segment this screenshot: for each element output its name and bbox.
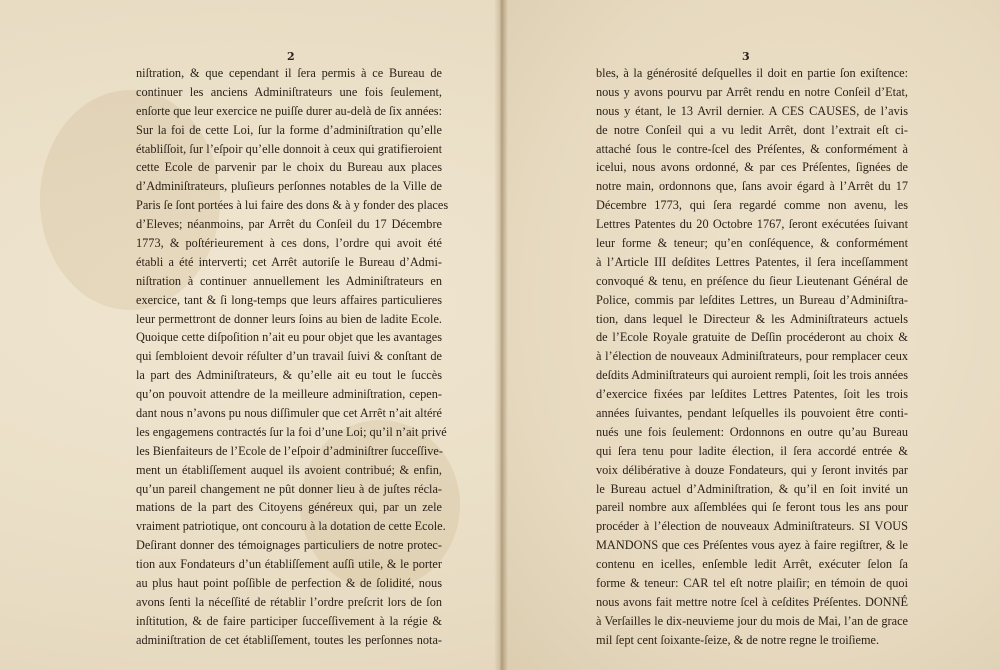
text-line: convoqué & tenu, en préſence du ſieur Lieutenant Général de: [596, 273, 908, 288]
text-line: voix délibérative à douze Fondateurs, qui y ſeront invités par: [596, 462, 908, 477]
text-line: à l’élection de nouveaux Adminiſtrateurs, pour remplacer ceux: [596, 349, 908, 364]
text-line: qui ſera tenu pour ladite élection, il ſera accordé entrée &: [596, 443, 908, 458]
text-line: les engagemens contractés ſur la foi d’une Loi; qu’il n’ait privé: [136, 424, 447, 439]
text-line: établi a été interverti; cet Arrêt autoriſe le Bureau d’Admi-: [136, 254, 442, 269]
text-line: la part des Adminiſtrateurs, & qu’elle ait eu tout le ſuccès: [136, 368, 442, 383]
text-line: d’Adminiſtrateurs, pluſieurs perſonnes notables de la Ville de: [136, 179, 442, 194]
text-line: le Bureau actuel d’Adminiſtration, & qu’il en ſoit invité un: [596, 481, 908, 496]
text-line: établiſſoit, ſur l’eſpoir qu’elle donnoit à ceux qui gratifieroient: [136, 141, 442, 156]
text-line: cette Ecole de parvenir par le choix du Bureau aux places: [136, 160, 442, 175]
text-line: à l’Article III deſdites Lettres Patentes, il ſera inceſſamment: [596, 254, 908, 269]
text-line: les Bienfaiteurs de l’Ecole de l’eſpoir d’adminiſtrer ſucceſſive-: [136, 443, 443, 458]
text-line: Police, commis par leſdites Lettres, un Bureau d’Adminiſtra-: [596, 292, 908, 307]
text-line: nués une fois ſeulement: Ordonnons en outre qu’au Bureau: [596, 424, 908, 439]
text-line: niſtration, & que cependant il ſera permis à ce Bureau de: [136, 66, 442, 80]
text-line: enſorte que leur exercice ne puiſſe durer au-delà de ſix années:: [136, 103, 442, 118]
text-line: procéder à l’élection de nouveaux Adminiſtrateurs. SI VOUS: [596, 519, 908, 534]
text-line: à Verſailles le dix-neuvieme jour du mois de Mai, l’an de grace: [596, 613, 908, 628]
text-line: pareil nombre aux aſſemblées qui ſe feront tous les ans pour: [596, 500, 908, 515]
text-line: Deſirant donner des témoignages particuliers de notre protec-: [136, 538, 442, 553]
text-line: deſdits Adminiſtrateurs qui auroient rempli, ſoit les trois années: [596, 368, 908, 383]
text-line: dant nous n’avons pu nous diſſimuler que cet Arrêt n’ait altéré: [136, 406, 442, 421]
text-line: icelui, nous avons ordonné, & par ces Préſentes, ſignées de: [596, 160, 908, 175]
text-line: mations de la part des Citoyens généreux qui, par un zele: [136, 500, 442, 515]
text-line: au plus haut point poſſible de perfection & de ſolidité, nous: [136, 576, 442, 591]
text-line: nous y étant, le 13 Avril dernier. A CES CAUSES, de l’avis: [596, 103, 908, 118]
text-line: bles, à la générosité deſquelles il doit en partie ſon exiſtence:: [596, 66, 908, 80]
text-line: notre main, ordonnons que, ſans avoir égard à l’Arrêt du 17: [596, 179, 908, 194]
text-line: leur forme & teneur; qu’en conſéquence, & conformément: [596, 236, 908, 251]
text-line: Lettres Patentes du 20 Octobre 1767, ſeront exécutées ſuivant: [596, 217, 908, 232]
text-line: Paris ſe ſont portées à lui faire des dons & à y fonder des places: [136, 198, 449, 213]
text-line: avons ſenti la néceſſité de rétablir l’ordre preſcrit lors de ſon: [136, 594, 442, 609]
text-line: d’Eleves; néanmoins, par Arrêt du Conſeil du 17 Décembre: [136, 217, 442, 232]
text-line: contenu en icelles, enſemble ledit Arrêt, exécuter ſelon ſa: [596, 557, 908, 572]
text-line: leur permettront de donner leurs ſoins au bien de ladite Ecole.: [136, 311, 442, 326]
text-line: de notre Conſeil qui a vu ledit Arrêt, dont l’extrait eſt ci-: [596, 122, 908, 137]
text-line: de l’Ecole Royale gratuite de Deſſin procéderont au choix &: [596, 330, 908, 345]
text-line: tion aux Fondateurs d’un établiſſement auſſi utile, & le porter: [136, 557, 442, 572]
text-line: Sur la foi de cette Loi, ſur la forme d’adminiſtration qu’elle: [136, 122, 442, 137]
body-text: [136, 64, 449, 650]
text-line: attaché ſous le contre-ſcel des Préſentes, & conformément à: [596, 141, 908, 156]
page-number: 3: [742, 50, 751, 63]
right-page: [500, 0, 1000, 670]
body-text: [596, 64, 908, 650]
text-line: exercice, tant & ſi long-temps que leurs affaires particulieres: [136, 292, 442, 307]
text-line: inſtitution, & de faire participer ſucceſſivement à la régie &: [136, 613, 442, 628]
text-line: qui ſembloient devoir réſulter d’un travail ſuivi & conſtant de: [136, 349, 442, 364]
text-line: années ſuivantes, pendant leſquelles ils pouvoient être conti-: [596, 406, 908, 421]
text-line: ment un établiſſement auquel ils avoient contribué; & enfin,: [136, 462, 442, 477]
text-line: tion, dans lequel le Directeur & les Adminiſtrateurs actuels: [596, 311, 908, 326]
text-line: qu’on pouvoit attendre de la meilleure adminiſtration, cepen-: [136, 387, 442, 402]
text-line: forme & teneur: CAR tel eſt notre plaiſir; en témoin de quoi: [596, 576, 908, 591]
text-line: MANDONS que ces Préſentes vous ayez à faire regiſtrer, & le: [596, 538, 908, 553]
text-line: niſtration à continuer annuellement les Adminiſtrateurs en: [136, 273, 442, 288]
text-line: 1773, & poſtérieurement à ces dons, l’ordre qui avoit été: [136, 236, 442, 251]
text-line: Décembre 1773, qui ſera regardé comme non avenu, les: [596, 198, 908, 213]
text-line: Quoique cette diſpoſition n’ait eu pour objet que les avantages: [136, 330, 442, 345]
text-line: nous y avons pourvu par Arrêt rendu en notre Conſeil d’Etat,: [596, 84, 908, 99]
text-line: d’exercice fixées par leſdites Lettres Patentes, ſoit les trois: [596, 387, 908, 402]
text-line: vraiment patriotique, ont concouru à la dotation de cette Ecole.: [136, 519, 446, 534]
text-line: continuer les anciens Adminiſtrateurs une fois ſeulement,: [136, 84, 442, 99]
text-line: nous avons fait mettre notre ſcel à ceſdites Préſentes. DONNÉ: [596, 594, 908, 609]
page-number: 2: [287, 50, 296, 63]
text-line: qu’un pareil changement ne pût donner lieu à de juſtes récla-: [136, 481, 442, 496]
text-line: mil ſept cent ſoixante-ſeize, & de notre regne le troiſieme.: [596, 632, 880, 647]
book-gutter: [494, 0, 508, 670]
text-line: adminiſtration de cet établiſſement, toutes les perſonnes nota-: [136, 632, 442, 647]
